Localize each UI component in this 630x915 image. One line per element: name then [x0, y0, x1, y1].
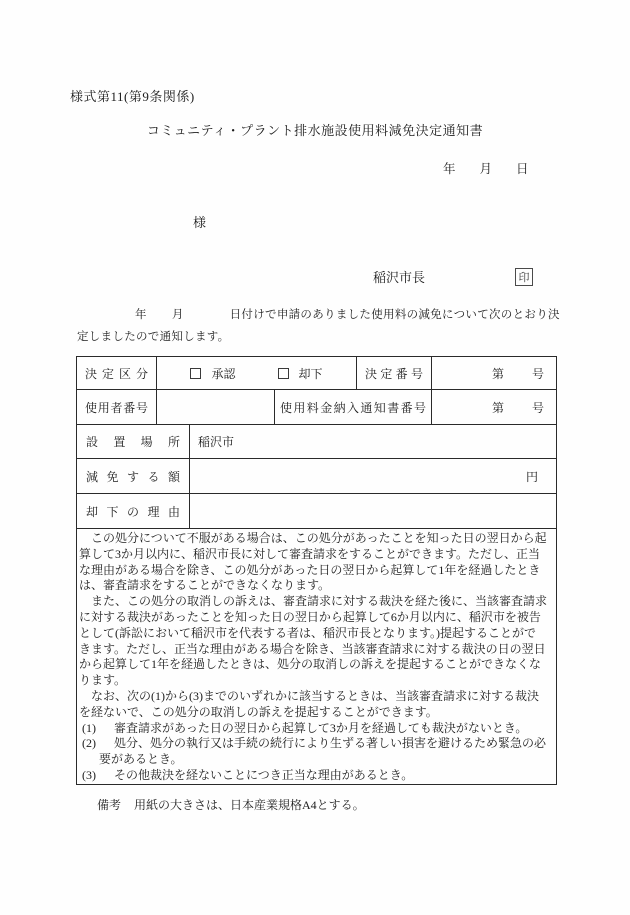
notice-item-2-text: 処分、処分の執行又は手続の続行により生ずる著しい損害を避けるため緊急の必要があるとき。 — [99, 736, 547, 767]
rejection-reason-label: 却下の理由 — [86, 504, 180, 519]
installation-place-value-cell — [189, 425, 556, 458]
payment-notice-number-suffix: 号 — [531, 400, 544, 415]
decision-table — [76, 356, 557, 785]
day-label: 日 — [516, 162, 529, 176]
appeal-notice-block — [77, 528, 556, 784]
decision-category-options-cell — [156, 357, 356, 389]
reduction-amount-value-cell — [189, 459, 556, 493]
seal-icon: 印 — [515, 268, 533, 286]
year-label: 年 — [443, 162, 456, 176]
intro-year-label: 年 — [135, 309, 147, 321]
table-row-installation-place — [77, 424, 556, 458]
table-row-rejection-reason — [77, 493, 556, 528]
decision-number-value-cell — [431, 357, 556, 389]
notice-item-3-text: その他裁決を経ないことにつき正当な理由があるとき。 — [114, 767, 414, 782]
decision-number-prefix: 第 — [491, 366, 504, 381]
notice-item-3 — [79, 768, 547, 784]
decision-number-label: 決定番号 — [365, 366, 423, 381]
option-rejection — [278, 365, 323, 382]
rejection-label: 却下 — [298, 366, 323, 381]
issue-date-line — [443, 159, 529, 177]
reduction-amount-unit: 円 — [525, 469, 538, 484]
rejection-reason-value-cell — [189, 494, 556, 528]
remarks-text: 用紙の大きさは、日本産業規格A4とする。 — [134, 798, 365, 812]
notice-item-1-number: (1) — [82, 720, 96, 735]
month-label: 月 — [479, 162, 493, 176]
notice-item-2-number: (2) — [82, 736, 96, 751]
decision-number-suffix: 号 — [531, 366, 544, 381]
notice-paragraph-1: この処分について不服がある場合は、この処分があったことを知った日の翌日から起算して3か月以内に、稲沢市長に対して審査請求をすることができます。ただし、正当な理由がある場合を除き、この処分があった日の翌日から起算して1年を経過したときは、審査請求をすることができなくなります。 — [79, 531, 547, 593]
option-approval — [190, 365, 235, 382]
form-number: 様式第11(第9条関係) — [70, 89, 195, 104]
intro-body: 日付けで申請のありました使用料の減免について次のとおり決定しましたので通知します。 — [77, 309, 560, 343]
decision-category-label-cell — [77, 357, 156, 389]
user-number-value-cell — [156, 390, 274, 424]
issuer-name: 稲沢市長 — [373, 270, 426, 285]
installation-place-label-cell — [77, 425, 189, 458]
page-title: コミュニティ・プラント排水施設使用料減免決定通知書 — [146, 123, 484, 138]
table-row-reduction-amount — [77, 458, 556, 493]
table-row-user-number — [77, 389, 556, 424]
notice-paragraph-2: また、この処分の取消しの訴えは、審査請求に対する裁決を経た後に、当該審査請求に対する裁決があったことを知った日の翌日から起算して6か月以内に、稲沢市を被告として(訴訟において稲沢市を代表する者は、稲沢市長となります。)提起することができます。ただし、正当な理由がある場合を除き、当該審査請求に対する裁決の日の翌日から起算して1年を経過したときは、処分の取消しの訴えを提起することができなくなります。 — [79, 594, 548, 688]
rejection-reason-label-cell — [77, 494, 189, 528]
decision-number-label-cell — [356, 357, 431, 389]
reduction-amount-label-cell — [77, 459, 189, 493]
installation-place-value: 稲沢市 — [198, 435, 235, 449]
checkbox-rejection-icon — [278, 368, 289, 379]
user-number-label: 使用者番号 — [85, 400, 148, 415]
installation-place-label: 設置場所 — [86, 435, 180, 449]
issuer-line — [373, 267, 533, 286]
payment-notice-number-label: 使用料金納入通知書番号 — [280, 400, 426, 415]
reduction-amount-label: 減免する額 — [86, 469, 180, 484]
intro-month-label: 月 — [171, 309, 184, 321]
addressee-suffix: 様 — [193, 215, 207, 230]
notice-paragraph-3: なお、次の(1)から(3)までのいずれかに該当するときは、当該審査請求に対する裁決を経ないで、この処分の取消しの訴えを提起することができます。 — [79, 688, 539, 719]
notice-item-1 — [79, 721, 547, 737]
notice-item-3-number: (3) — [82, 767, 96, 782]
approval-label: 承認 — [211, 366, 236, 381]
intro-paragraph — [77, 304, 563, 348]
remarks-label: 備考 — [97, 798, 122, 812]
decision-category-label: 決定区分 — [85, 366, 148, 381]
notice-item-2 — [79, 736, 547, 768]
checkbox-approval-icon — [190, 368, 201, 379]
payment-notice-number-prefix: 第 — [491, 400, 504, 415]
payment-notice-number-label-cell — [274, 390, 431, 424]
payment-notice-number-value-cell — [431, 390, 556, 424]
table-row-decision — [77, 357, 556, 389]
user-number-label-cell — [77, 390, 156, 424]
remarks-line — [97, 796, 365, 813]
notice-item-1-text: 審査請求があった日の翌日から起算して3か月を経過しても裁決がないとき。 — [114, 720, 528, 735]
